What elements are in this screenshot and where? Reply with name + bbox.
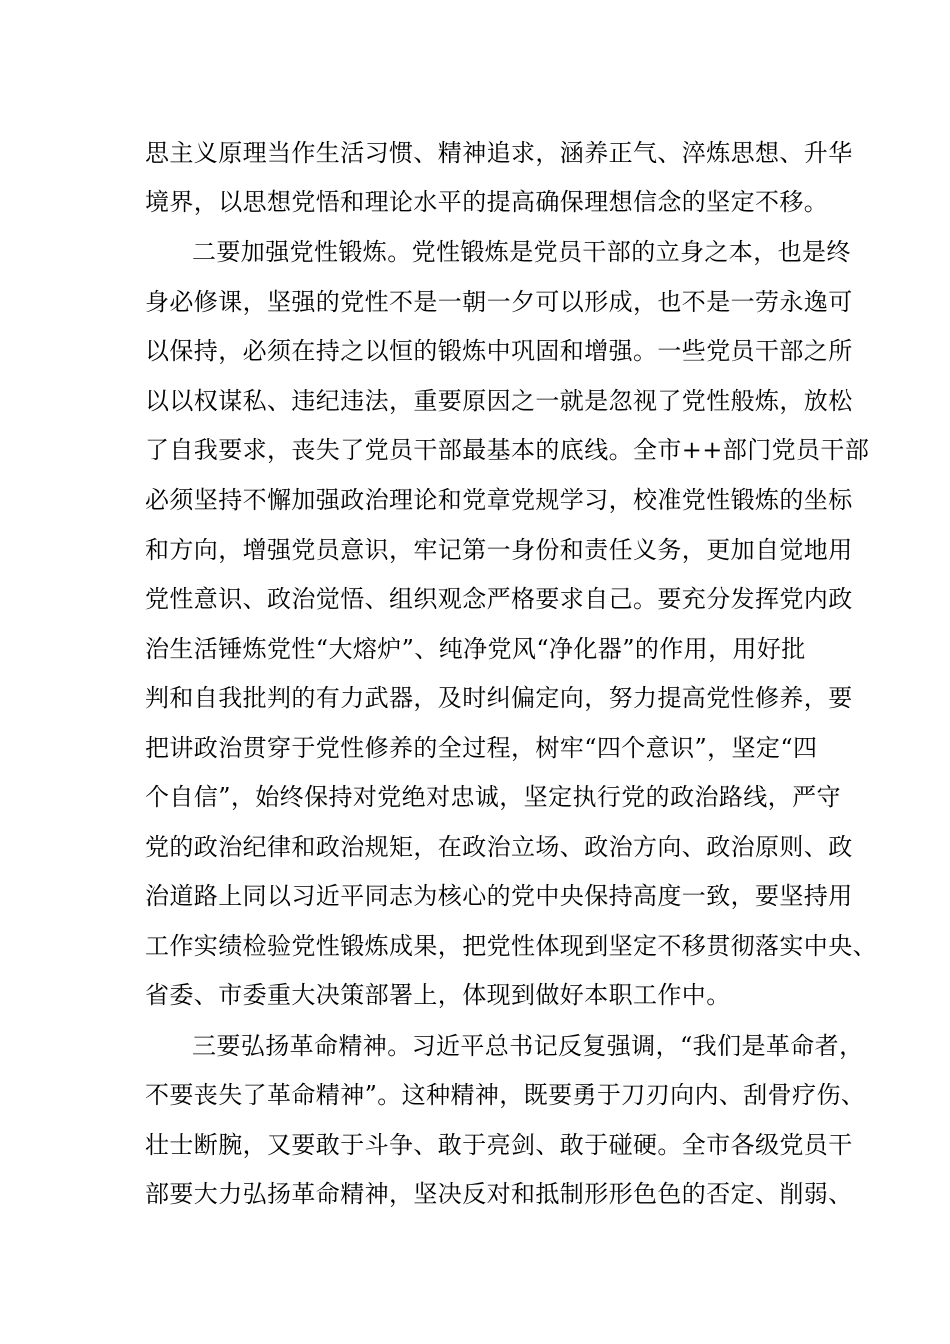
text-line-5: 以保持，必须在持之以恒的锻炼中巩固和增强。一些党员干部之所: [145, 337, 853, 365]
text-line-20: 不要丧失了革命精神”。这种精神，既要勇于刀刃向内、刮骨疗伤、: [145, 1081, 866, 1109]
paragraph-3-first-line: 三要弘扬革命精神。习近平总书记反复强调，“我们是革命者，: [192, 1032, 864, 1060]
text-line-13: 把讲政治贯穿于党性修养的全过程，树牢“四个意识”，坚定“四: [145, 734, 818, 762]
text-line-6: 以以权谋私、违纪违法，重要原因之一就是忽视了党性般炼，放松: [145, 387, 853, 415]
text-line-7: 了自我要求，丧失了党员干部最基本的底线。全市++部门党员干部: [145, 436, 870, 464]
text-line-14: 个自信”，始终保持对党绝对忠诚，坚定执行党的政治路线，严守: [145, 783, 841, 811]
text-line-11: 治生活锤炼党性“大熔炉”、纯净党风“净化器”的作用，用好批: [145, 635, 806, 663]
paragraph-2-first-line: 二要加强党性锻炼。党性锻炼是党员干部的立身之本，也是终: [192, 238, 851, 266]
text-line-10: 党性意识、政治觉悟、组织观念严格要求自己。要充分发挥党内政: [145, 585, 853, 613]
text-line-18: 省委、市委重大决策部署上，体现到做好本职工作中。: [145, 981, 731, 1009]
text-line-2: 境界，以思想党悟和理论水平的提高确保理想信念的坚定不移。: [145, 188, 829, 216]
text-line-17: 工作实绩检验党性锻炼成果，把党性体现到坚定不移贯彻落实中央、: [145, 932, 877, 960]
text-line-16: 治道路上同以习近平同志为核心的党中央保持高度一致，要坚持用: [145, 882, 853, 910]
text-line-8: 必须坚持不懈加强政治理论和党章党规学习，校准党性锻炼的坐标: [145, 486, 853, 514]
text-line-9: 和方向，增强党员意识，牢记第一身份和责任义务，更加自觉地用: [145, 536, 853, 564]
text-line-21: 壮士断腕，又要敢于斗争、敢于亮剑、敢于碰硬。全市各级党员干: [145, 1131, 853, 1159]
text-line-1: 思主义原理当作生活习惯、精神追求，涵养正气、淬炼思想、升华: [145, 139, 853, 167]
text-line-12: 判和自我批判的有力武器，及时纠偏定向，努力提高党性修养，要: [145, 684, 853, 712]
text-line-15: 党的政治纪律和政治规矩，在政治立场、政治方向、政治原则、政: [145, 833, 853, 861]
text-line-22: 部要大力弘扬革命精神，坚决反对和抵制形形色色的否定、削弱、: [145, 1180, 853, 1208]
text-line-4: 身必修课，坚强的党性不是一朝一夕可以形成，也不是一劳永逸可: [145, 288, 853, 316]
